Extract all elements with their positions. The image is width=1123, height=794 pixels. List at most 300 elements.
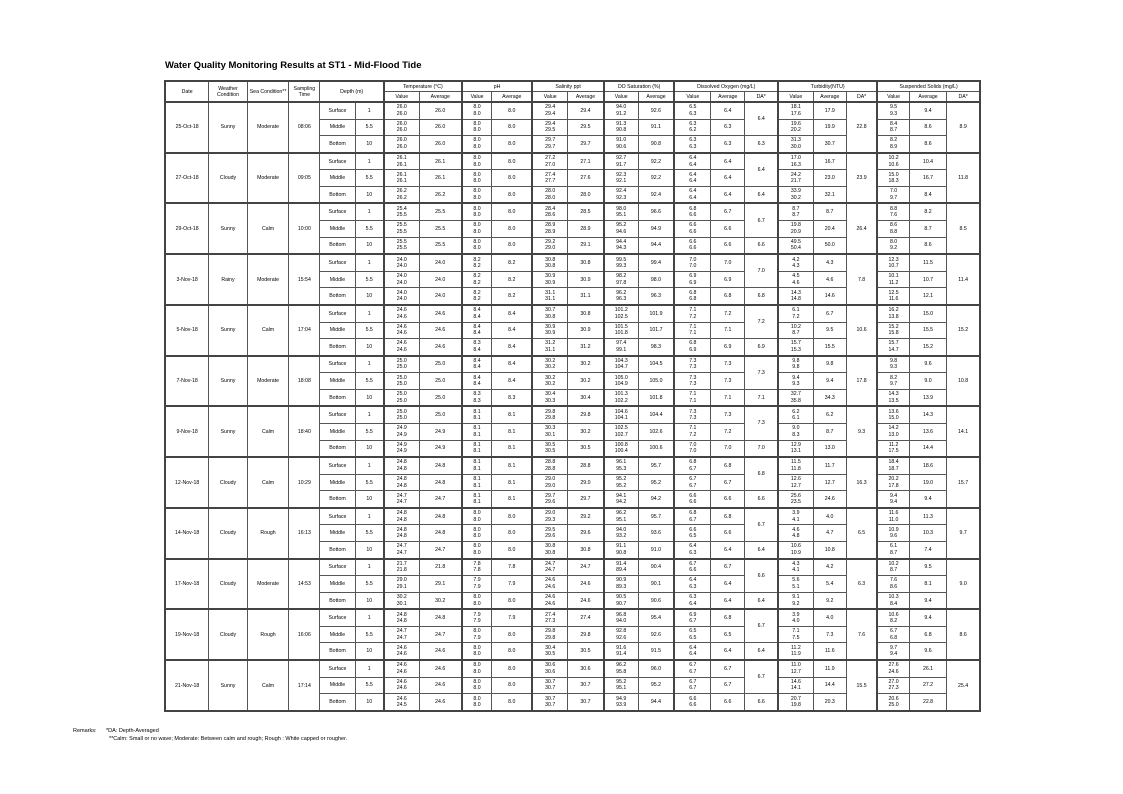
- dissolved-oxygen-average: 6.9: [711, 339, 745, 356]
- temperature-values-reading: 24.6: [396, 644, 407, 651]
- dissolved-oxygen-average: 6.5: [711, 626, 745, 643]
- dissolved-oxygen-values-reading: 7.3: [689, 381, 697, 388]
- suspended-solids-average: 10.3: [909, 525, 946, 542]
- depth-value-cell: 10: [355, 592, 384, 609]
- salinity-values-reading: 27.4: [545, 611, 556, 618]
- do-saturation-values-reading: 104.1: [614, 415, 628, 422]
- salinity-average: 29.8: [568, 406, 604, 423]
- ph-values-reading: 8.0: [473, 685, 481, 692]
- suspended-solids-values-reading: 9.3: [889, 110, 898, 117]
- suspended-solids-values: [877, 322, 909, 339]
- salinity-average: 27.1: [568, 153, 604, 170]
- salinity-values-reading: 30.5: [545, 441, 556, 448]
- salinity-values-reading: 31.2: [545, 340, 556, 347]
- suspended-solids-values: [877, 457, 909, 474]
- turbidity-values: [778, 153, 813, 170]
- depth-value-cell: 10: [355, 440, 384, 457]
- dissolved-oxygen-average: 7.1: [711, 322, 745, 339]
- turbidity-values-reading: 9.8: [792, 364, 800, 371]
- turbidity-values-reading: 32.7: [790, 391, 801, 398]
- depth-value-cell: 10: [355, 288, 384, 305]
- turbidity-da: 6.3: [846, 559, 877, 610]
- turbidity-average: 32.1: [813, 186, 846, 203]
- suspended-solids-values: [877, 424, 909, 441]
- temperature-average: 26.0: [419, 136, 462, 153]
- salinity-values-reading: 28.9: [545, 222, 556, 229]
- turbidity-values-reading: 9.0: [792, 425, 800, 432]
- salinity-values-reading: 29.7: [545, 492, 556, 499]
- temperature-average: 24.8: [419, 609, 462, 626]
- depth-value-cell: 10: [355, 237, 384, 254]
- turbidity-values: [778, 592, 813, 609]
- dissolved-oxygen-values-reading: 6.7: [689, 685, 697, 692]
- weather-cell: Sunny: [209, 102, 247, 153]
- do-saturation-values: [604, 609, 638, 626]
- turbidity-average: 50.0: [813, 237, 846, 254]
- salinity-values-reading: 29.7: [545, 137, 556, 144]
- depth-value-cell: 1: [355, 660, 384, 677]
- depth-value-cell: 5.5: [355, 525, 384, 542]
- salinity-values: [532, 474, 567, 491]
- do-saturation-average: 90.4: [638, 559, 674, 576]
- remarks-line-1: *DA: Depth-Averaged: [106, 728, 159, 734]
- ph-values-reading: 8.0: [473, 549, 481, 556]
- suspended-solids-values: [877, 119, 909, 136]
- do-saturation-values-reading: 95.1: [616, 685, 627, 692]
- dissolved-oxygen-average: 7.1: [711, 389, 745, 406]
- dissolved-oxygen-average: 6.4: [711, 542, 745, 559]
- remarks-line-2: **Calm: Small or no wave; Moderate: Between calm and rough; Rough : White capped or rougher.: [109, 736, 348, 742]
- dissolved-oxygen-values-reading: 6.9: [689, 273, 697, 280]
- suspended-solids-da: 8.5: [947, 203, 980, 254]
- suspended-solids-average: 9.0: [909, 373, 946, 390]
- temperature-values: [384, 576, 419, 593]
- temperature-values-reading: 24.8: [396, 459, 407, 466]
- turbidity-values-reading: 11.8: [791, 465, 801, 472]
- salinity-values-reading: 28.0: [545, 194, 556, 201]
- ph-average: 8.0: [492, 136, 533, 153]
- suspended-solids-values: [877, 373, 909, 390]
- temperature-average: 25.0: [419, 356, 462, 373]
- do-saturation-values-reading: 96.2: [616, 662, 627, 669]
- ph-values: [462, 254, 492, 271]
- suspended-solids-values: [877, 406, 909, 423]
- temperature-values: [384, 694, 419, 711]
- table-row: [165, 356, 980, 373]
- do-saturation-average: 91.1: [638, 119, 674, 136]
- depth-level-cell: Middle: [320, 373, 355, 390]
- do-saturation-average: 95.7: [638, 457, 674, 474]
- suspended-solids-da: 15.7: [947, 457, 980, 508]
- ph-average: 8.1: [492, 474, 533, 491]
- dissolved-oxygen-da-bottom: 6.6: [745, 694, 778, 711]
- salinity-values: [532, 339, 567, 356]
- temperature-values-reading: 29.0: [396, 577, 407, 584]
- turbidity-values-reading: 12.9: [790, 441, 801, 448]
- temperature-values-reading: 24.0: [396, 256, 407, 263]
- ph-values: [462, 203, 492, 220]
- dissolved-oxygen-values: [674, 694, 710, 711]
- header-date: Date: [165, 81, 209, 102]
- sampling-time-cell: 08:06: [289, 102, 320, 153]
- ph-values: [462, 440, 492, 457]
- do-saturation-values-reading: 104.6: [614, 408, 628, 415]
- temperature-values-reading: 24.7: [396, 628, 407, 635]
- suspended-solids-values-reading: 13.0: [888, 431, 899, 438]
- header-do-saturation: DO Saturation (%): [604, 81, 675, 92]
- weather-cell: Cloudy: [209, 559, 247, 610]
- do-saturation-values-reading: 95.2: [616, 482, 627, 489]
- dissolved-oxygen-values-reading: 7.3: [689, 357, 697, 364]
- dissolved-oxygen-average: 6.7: [711, 660, 745, 677]
- temperature-average: 25.0: [419, 373, 462, 390]
- turbidity-values: [778, 525, 813, 542]
- temperature-average: 24.7: [419, 542, 462, 559]
- turbidity-values-reading: 4.5: [792, 273, 800, 280]
- temperature-average: 25.0: [419, 389, 462, 406]
- temperature-values: [384, 339, 419, 356]
- turbidity-da: 7.8: [846, 254, 877, 305]
- temperature-values-reading: 24.6: [396, 662, 407, 669]
- salinity-average: 24.7: [568, 559, 604, 576]
- dissolved-oxygen-values: [674, 186, 710, 203]
- do-saturation-values-reading: 94.6: [616, 228, 627, 235]
- suspended-solids-values-reading: 9.7: [889, 381, 898, 388]
- dissolved-oxygen-values-reading: 6.7: [689, 476, 697, 482]
- ph-values: [462, 643, 492, 660]
- do-saturation-average: 101.7: [638, 322, 674, 339]
- dissolved-oxygen-values-reading: 6.6: [689, 228, 697, 235]
- dissolved-oxygen-average: 6.6: [711, 525, 745, 542]
- depth-value-cell: 1: [355, 254, 384, 271]
- do-saturation-values-reading: 94.3: [616, 245, 627, 252]
- dissolved-oxygen-average: 6.4: [711, 102, 745, 119]
- suspended-solids-da: 11.8: [947, 153, 980, 204]
- temperature-values: [384, 373, 419, 390]
- do-saturation-values: [604, 203, 638, 220]
- temperature-values: [384, 389, 419, 406]
- dissolved-oxygen-values-reading: 6.3: [689, 549, 697, 556]
- temperature-values-reading: 26.0: [396, 104, 407, 111]
- ph-values-reading: 8.0: [473, 155, 481, 162]
- dissolved-oxygen-values: [674, 288, 710, 305]
- do-saturation-values-reading: 91.1: [616, 543, 627, 550]
- dissolved-oxygen-values-reading: 7.0: [689, 256, 697, 263]
- turbidity-da: 9.3: [846, 406, 877, 457]
- turbidity-values: [778, 474, 813, 491]
- ph-average: 8.0: [492, 102, 533, 119]
- suspended-solids-values-reading: 8.8: [889, 205, 898, 212]
- depth-level-cell: Bottom: [320, 237, 355, 254]
- suspended-solids-values-reading: 9.4: [889, 651, 898, 658]
- dissolved-oxygen-average: 6.8: [711, 288, 745, 305]
- subheader-average: Average: [711, 92, 745, 103]
- ph-values-reading: 8.1: [473, 408, 481, 415]
- dissolved-oxygen-values-reading: 6.7: [689, 618, 697, 625]
- depth-level-cell: Bottom: [320, 592, 355, 609]
- do-saturation-values-reading: 91.7: [616, 161, 627, 168]
- temperature-values-reading: 24.6: [396, 668, 407, 675]
- temperature-values: [384, 643, 419, 660]
- dissolved-oxygen-values-reading: 6.8: [689, 296, 697, 303]
- turbidity-values-reading: 12.6: [790, 476, 801, 482]
- do-saturation-values-reading: 102.5: [614, 313, 628, 320]
- dissolved-oxygen-average: 6.7: [711, 677, 745, 694]
- temperature-average: 24.6: [419, 305, 462, 322]
- salinity-average: 30.2: [568, 373, 604, 390]
- do-saturation-values-reading: 92.3: [616, 171, 627, 178]
- do-saturation-values: [604, 559, 638, 576]
- dissolved-oxygen-values: [674, 237, 710, 254]
- do-saturation-average: 94.9: [638, 221, 674, 238]
- date-cell: 19-Nov-18: [165, 609, 209, 660]
- ph-values: [462, 592, 492, 609]
- do-saturation-values: [604, 592, 638, 609]
- weather-cell: Cloudy: [209, 609, 247, 660]
- suspended-solids-values-reading: 15.0: [888, 171, 899, 178]
- ph-values-reading: 8.2: [473, 263, 481, 269]
- salinity-values-reading: 30.7: [545, 685, 556, 692]
- temperature-values: [384, 542, 419, 559]
- subheader-da: DA*: [745, 92, 778, 103]
- turbidity-values-reading: 15.3: [790, 346, 801, 353]
- sampling-time-cell: 16:13: [289, 508, 320, 559]
- salinity-values-reading: 30.4: [545, 391, 556, 398]
- salinity-values-reading: 30.6: [545, 662, 556, 669]
- turbidity-values-reading: 50.4: [790, 245, 801, 252]
- subheader-average: Average: [492, 92, 533, 103]
- temperature-average: 24.8: [419, 525, 462, 542]
- temperature-values-reading: 25.5: [396, 222, 407, 229]
- date-cell: 17-Nov-18: [165, 559, 209, 610]
- temperature-values: [384, 677, 419, 694]
- table-row: [165, 609, 980, 626]
- do-saturation-values: [604, 119, 638, 136]
- do-saturation-values: [604, 508, 638, 525]
- do-saturation-values-reading: 93.2: [616, 533, 627, 540]
- suspended-solids-values-reading: 9.2: [889, 245, 898, 252]
- ph-values: [462, 322, 492, 339]
- do-saturation-values-reading: 93.9: [616, 702, 627, 709]
- weather-cell: Sunny: [209, 406, 247, 457]
- salinity-average: 30.5: [568, 440, 604, 457]
- ph-values-reading: 8.0: [473, 127, 481, 134]
- do-saturation-values-reading: 95.2: [616, 222, 627, 229]
- temperature-values-reading: 24.9: [396, 448, 407, 455]
- salinity-values-reading: 30.4: [545, 644, 556, 651]
- ph-values-reading: 8.0: [473, 678, 481, 685]
- do-saturation-average: 100.6: [638, 440, 674, 457]
- ph-values-reading: 8.1: [473, 459, 481, 466]
- turbidity-values-reading: 4.1: [792, 516, 800, 523]
- do-saturation-average: 94.2: [638, 491, 674, 508]
- salinity-average: 30.9: [568, 271, 604, 288]
- ph-values-reading: 8.1: [473, 476, 481, 482]
- header-sea: Sea Condition**: [247, 81, 289, 102]
- depth-value-cell: 5.5: [355, 677, 384, 694]
- turbidity-da: 26.4: [846, 203, 877, 254]
- dissolved-oxygen-da: 6.7: [745, 203, 778, 237]
- table-row: [165, 406, 980, 423]
- dissolved-oxygen-average: 6.6: [711, 237, 745, 254]
- do-saturation-values-reading: 94.0: [616, 526, 627, 533]
- suspended-solids-values-reading: 8.7: [889, 567, 898, 574]
- temperature-values-reading: 24.5: [396, 702, 407, 709]
- temperature-values-reading: 24.7: [396, 549, 407, 556]
- dissolved-oxygen-values-reading: 6.4: [689, 161, 697, 168]
- depth-level-cell: Surface: [320, 356, 355, 373]
- suspended-solids-values: [877, 102, 909, 119]
- temperature-average: 26.0: [419, 102, 462, 119]
- turbidity-values: [778, 508, 813, 525]
- salinity-values: [532, 592, 567, 609]
- ph-average: 7.8: [492, 559, 533, 576]
- do-saturation-values-reading: 90.7: [616, 600, 627, 607]
- suspended-solids-average: 27.2: [909, 677, 946, 694]
- do-saturation-values-reading: 95.1: [616, 212, 627, 219]
- depth-value-cell: 5.5: [355, 271, 384, 288]
- salinity-average: 29.1: [568, 237, 604, 254]
- ph-values-reading: 8.1: [473, 441, 481, 448]
- temperature-values: [384, 491, 419, 508]
- suspended-solids-values-reading: 11.6: [888, 296, 899, 303]
- temperature-average: 26.1: [419, 153, 462, 170]
- suspended-solids-values: [877, 525, 909, 542]
- do-saturation-values: [604, 186, 638, 203]
- salinity-values: [532, 677, 567, 694]
- ph-values-reading: 8.0: [473, 245, 481, 252]
- ph-values: [462, 373, 492, 390]
- salinity-values-reading: 30.7: [545, 678, 556, 685]
- dissolved-oxygen-values-reading: 7.2: [689, 431, 697, 438]
- ph-values: [462, 102, 492, 119]
- do-saturation-average: 90.1: [638, 576, 674, 593]
- dissolved-oxygen-values-reading: 6.6: [689, 526, 697, 533]
- turbidity-values: [778, 221, 813, 238]
- salinity-average: 29.7: [568, 136, 604, 153]
- do-saturation-values: [604, 406, 638, 423]
- suspended-solids-average: 26.1: [909, 660, 946, 677]
- suspended-solids-values-reading: 8.2: [889, 374, 898, 381]
- depth-value-cell: 5.5: [355, 626, 384, 643]
- suspended-solids-da: 8.9: [947, 102, 980, 153]
- turbidity-da: 22.8: [846, 102, 877, 153]
- temperature-values-reading: 25.0: [396, 408, 407, 415]
- turbidity-values-reading: 19.8: [790, 702, 801, 709]
- do-saturation-average: 92.6: [638, 102, 674, 119]
- temperature-values-reading: 24.6: [396, 330, 407, 337]
- ph-values-reading: 7.9: [473, 618, 481, 625]
- suspended-solids-values-reading: 9.6: [889, 533, 898, 540]
- dissolved-oxygen-values-reading: 6.3: [689, 137, 697, 144]
- ph-values-reading: 8.0: [473, 188, 481, 195]
- salinity-average: 31.2: [568, 339, 604, 356]
- turbidity-values-reading: 4.2: [792, 256, 800, 263]
- ph-values-reading: 8.4: [473, 313, 481, 320]
- do-saturation-average: 90.8: [638, 136, 674, 153]
- ph-values-reading: 8.4: [473, 381, 481, 388]
- depth-value-cell: 5.5: [355, 474, 384, 491]
- ph-values-reading: 7.9: [473, 583, 481, 590]
- dissolved-oxygen-da-bottom: 6.8: [745, 288, 778, 305]
- salinity-average: 30.8: [568, 542, 604, 559]
- dissolved-oxygen-values-reading: 6.7: [689, 560, 697, 567]
- temperature-values-reading: 25.0: [396, 415, 407, 422]
- suspended-solids-average: 11.3: [909, 508, 946, 525]
- ph-values-reading: 8.0: [473, 143, 481, 150]
- do-saturation-average: 92.2: [638, 170, 674, 187]
- dissolved-oxygen-average: 6.8: [711, 457, 745, 474]
- suspended-solids-values-reading: 18.4: [888, 459, 899, 466]
- do-saturation-values-reading: 91.4: [616, 560, 627, 567]
- dissolved-oxygen-values-reading: 6.2: [689, 127, 697, 134]
- dissolved-oxygen-average: 6.6: [711, 221, 745, 238]
- temperature-values-reading: 26.0: [396, 110, 407, 117]
- dissolved-oxygen-values: [674, 389, 710, 406]
- do-saturation-values: [604, 237, 638, 254]
- suspended-solids-values: [877, 677, 909, 694]
- temperature-values-reading: 24.6: [396, 695, 407, 702]
- turbidity-values-reading: 30.0: [790, 143, 801, 150]
- do-saturation-average: 99.4: [638, 254, 674, 271]
- do-saturation-values-reading: 92.3: [616, 194, 627, 201]
- suspended-solids-average: 15.2: [909, 339, 946, 356]
- ph-values-reading: 8.0: [473, 662, 481, 669]
- temperature-values: [384, 406, 419, 423]
- dissolved-oxygen-da: 6.7: [745, 508, 778, 542]
- temperature-average: 24.8: [419, 508, 462, 525]
- suspended-solids-average: 22.8: [909, 694, 946, 711]
- temperature-average: 26.1: [419, 170, 462, 187]
- temperature-values: [384, 424, 419, 441]
- turbidity-da: 23.9: [846, 153, 877, 204]
- ph-values-reading: 8.0: [473, 543, 481, 550]
- do-saturation-values-reading: 96.8: [616, 611, 627, 618]
- ph-average: 8.2: [492, 254, 533, 271]
- turbidity-values: [778, 559, 813, 576]
- salinity-values-reading: 29.0: [545, 510, 556, 517]
- temperature-values-reading: 25.5: [396, 245, 407, 252]
- header-weather: Weather Condition: [209, 81, 247, 102]
- turbidity-average: 4.0: [813, 508, 846, 525]
- ph-average: 8.4: [492, 356, 533, 373]
- ph-values-reading: 8.0: [473, 702, 481, 709]
- salinity-values: [532, 559, 567, 576]
- salinity-values-reading: 29.0: [545, 476, 556, 482]
- temperature-values-reading: 24.9: [396, 431, 407, 438]
- turbidity-values-reading: 14.3: [790, 289, 801, 296]
- ph-values-reading: 8.1: [473, 431, 481, 438]
- do-saturation-values: [604, 525, 638, 542]
- dissolved-oxygen-values-reading: 7.0: [689, 263, 697, 269]
- ph-values-reading: 8.4: [473, 307, 481, 314]
- salinity-values-reading: 27.0: [545, 161, 556, 168]
- turbidity-values: [778, 254, 813, 271]
- suspended-solids-average: 14.3: [909, 406, 946, 423]
- sea-condition-cell: Moderate: [247, 559, 289, 610]
- dissolved-oxygen-values: [674, 373, 710, 390]
- salinity-values: [532, 694, 567, 711]
- subheader-average: Average: [638, 92, 674, 103]
- dissolved-oxygen-values: [674, 576, 710, 593]
- temperature-values: [384, 474, 419, 491]
- dissolved-oxygen-da: 6.4: [745, 153, 778, 187]
- turbidity-values: [778, 170, 813, 187]
- suspended-solids-values-reading: 27.0: [888, 678, 899, 685]
- salinity-average: 30.7: [568, 677, 604, 694]
- subheader-value: Value: [674, 92, 710, 103]
- turbidity-da: 17.8: [846, 356, 877, 407]
